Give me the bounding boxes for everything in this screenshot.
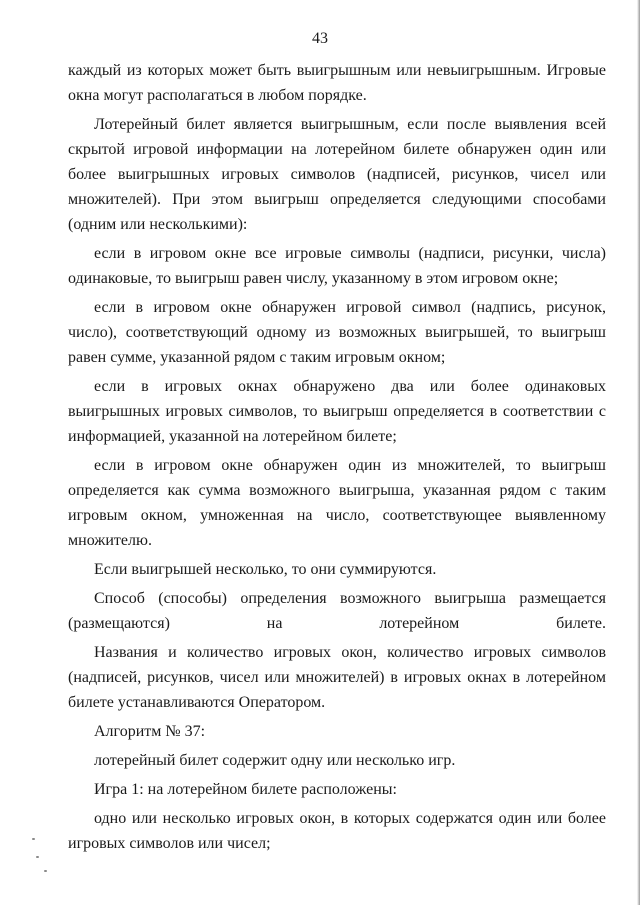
scan-speck (44, 870, 47, 872)
paragraph-winning-ticket: Лотерейный билет является выигрышным, если после выявления всей скрытой игровой информации на лотерейном билете обнаружен один или более выигрышных игровых символов (надписей, рисунков, чисел или множителей). При этом выигрыш определяется следующими способами (одним или несколькими): (68, 116, 606, 233)
scan-speck (32, 838, 35, 840)
paragraph-game-one: Игра 1: на лотерейном билете расположены: (94, 781, 397, 798)
paragraph-rule-multiplier: если в игровом окне обнаружен один из множителей, то выигрыш определяется как сумма возможного выигрыша, указанная рядом с таким игровым окном, умноженная на число, соответствующее выявленному множителю. (68, 457, 606, 549)
paragraph-ticket-games: лотерейный билет содержит одну или несколько игр. (94, 752, 456, 769)
paragraph-algorithm-heading: Алгоритм № 37: (94, 723, 206, 740)
page-number: 43 (312, 30, 328, 47)
document-body (68, 58, 606, 860)
scan-speck (36, 856, 39, 858)
paragraph-rule-symbol-match: если в игровом окне обнаружен игровой символ (надпись, рисунок, число), соответствующий одному из возможных выигрышей, то выигрыш равен сумме, указанной рядом с таким игровым окном; (68, 299, 606, 366)
paragraph-sum-rule: Если выигрышей несколько, то они суммируются. (94, 561, 437, 578)
paragraph-method-placement: Способ (способы) определения возможного выигрыша размещается (размещаются) на лотерейном билете. (68, 590, 606, 632)
paragraph-rule-multiple-symbols: если в игровых окнах обнаружено два или более одинаковых выигрышных игровых символов, то выигрыш определяется в соответствии с информацией, указанной на лотерейном билете; (68, 378, 606, 445)
paragraph-rule-identical-symbols: если в игровом окне все игровые символы (надписи, рисунки, числа) одинаковые, то выигрыш равен числу, указанному в этом игровом окне; (68, 245, 606, 287)
paragraph-game-windows: одно или несколько игровых окон, в которых содержатся один или более игровых символов или чисел; (68, 810, 606, 852)
paragraph-continuation: каждый из которых может быть выигрышным или невыигрышным. Игровые окна могут располагаться в любом порядке. (68, 62, 606, 104)
paragraph-operator-settings: Названия и количество игровых окон, количество игровых символов (надписей, рисунков, чисел или множителей) в игровых окнах в лотерейном билете устанавливаются Оператором. (68, 644, 606, 711)
